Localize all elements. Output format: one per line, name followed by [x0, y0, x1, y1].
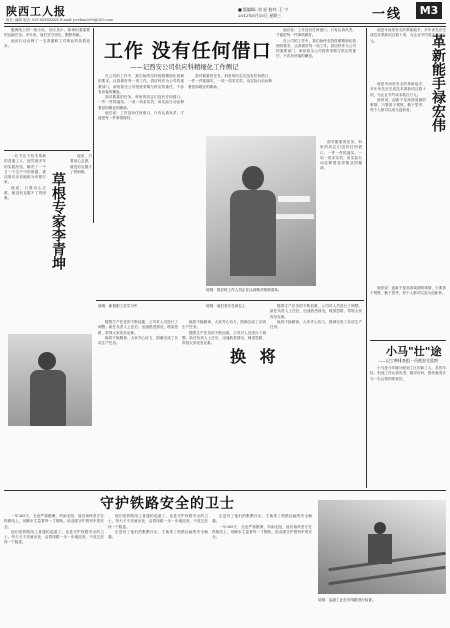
- paper-name: 陕西工人报: [6, 5, 66, 18]
- bottom-photo-caption: 说明：巡道工正在对线路进行检查。: [318, 598, 376, 602]
- left-mid-photo: [8, 334, 92, 426]
- left-top-rule: [4, 150, 90, 151]
- middle-title: 换 将: [230, 347, 280, 366]
- top-article-body-b: 面对繁重的任务，科里的同志们没有任何借口，一件一件抓落实，一项一项求实效，用实际行动诠释着爱岗敬业的精神。: [188, 74, 272, 89]
- bottom-body: 一年365天，无论严寒酷暑，风雨无阻，他们始终坚守在铁路线上，用脚步丈量着每一寸钢轨，用双眼守护着列车的安全。 他们是铁路线上普通的巡道工，也是守护铁路安全的卫士。每天天不亮就出发，沿着线路一步一步地检查，不放过任何一个隐患。: [4, 514, 104, 545]
- left-mid-body-b: 他说，只要用心去做，就没有克服不了的困难。: [70, 154, 92, 174]
- middle-body: 随着生产任务的不断加重，公司对人员进行了调整。新任负责人上任后，迅速熟悉情况，理清思路，带领大家攻坚克难。 换将不换精神，大家齐心协力，圆满完成了各项生产任务。: [98, 320, 178, 346]
- middle-top-rule: [96, 300, 364, 301]
- top-photo-caption: 说明：供应科工作人员正在认真核对物资清单。: [206, 288, 282, 292]
- column-topic: 一线: [372, 7, 403, 22]
- right-small-subtitle: ——记工种排查组一员被安全监察: [378, 358, 438, 363]
- bottom-top-rule: [4, 490, 446, 491]
- left-divider: [93, 28, 94, 223]
- masthead: [0, 0, 450, 24]
- middle-photo-caption-left: 说明：新招职工在学习中: [98, 304, 138, 308]
- bottom-body-b: 他们是铁路线上普通的巡道工，也是守护铁路安全的卫士。每天天不亮就出发，沿着线路一步一步地检查，不放过任何一个隐患。 正是有了他们的默默付出，才换来了铁路运输的安全畅通。: [108, 514, 208, 540]
- right-top-body: 他是车间里有名的革新能手，多年来先后完成技术革新项目数十项，为企业节约成本数百万元。: [370, 28, 446, 43]
- page-number: M3: [416, 2, 442, 19]
- right-small-body: 小马是今年刚分配到工区的新工人，虽然年轻，但他工作认真负责，勤学好问，很快就成长为一名合格的排查员。: [370, 366, 446, 381]
- bottom-body-c: 正是有了他们的默默付出，才换来了铁路运输的安全畅通。 一年365天，无论严寒酷暑，风雨无阻，他们始终坚守在铁路线上，用脚步丈量着每一寸钢轨，用双眼守护着列车的安全。: [212, 514, 312, 540]
- bottom-photo: [318, 500, 446, 594]
- bottom-title: 守护铁路安全的卫士: [100, 496, 235, 512]
- right-divider: [366, 28, 367, 488]
- top-article-body-d: 面对繁重的任务，科里的同志们没有任何借口，一件一件抓落实，一项一项求实效，用实际行动诠释着爱岗敬业的精神。: [320, 140, 362, 171]
- right-title: 革新能手禄宏伟: [430, 34, 446, 132]
- middle-photo-caption-mid: 说明：他们坚守在岗位上: [206, 304, 246, 308]
- top-article-photo: [206, 136, 316, 286]
- left-top-article: 陇海线上的一座小站，站区虽小，却承担着重要的运输任务。多年来，他们坚守岗位，默默奉献。 他用行动诠释了一名普通职工对事业的执着追求。: [4, 28, 90, 48]
- right-body-b: 他常说：创新不是高深莫测的事情，只要善于观察，勤于思考，每个人都可以成为创新者。: [370, 286, 446, 296]
- masthead-rule: [4, 23, 446, 24]
- right-small-rule: [370, 340, 446, 341]
- issue-date: 2012年8月15日 星期三: [238, 13, 282, 18]
- sub-line: 组长: 编辑 电话: 029-XXXXXXXX E-mail: jcrebao2008@163.com: [6, 18, 113, 22]
- middle-body-b: 换将不换精神，大家齐心协力，圆满完成了各项生产任务。 随着生产任务的不断加重，公司对人员进行了调整。新任负责人上任后，迅速熟悉情况，理清思路，带领大家攻坚克难。: [182, 320, 266, 346]
- right-small-title: 小马"壮"途: [386, 345, 442, 358]
- masthead-rule-thin: [4, 26, 446, 27]
- middle-body-c: 随着生产任务的不断加重，公司对人员进行了调整。新任负责人上任后，迅速熟悉情况，理清思路，带领大家攻坚克难。 换将不换精神，大家齐心协力，圆满完成了各项生产任务。: [270, 304, 362, 330]
- right-body: 他是车间里有名的革新能手，多年来先后完成技术革新项目数十项，为企业节约成本数百万元。 他常说：创新不是高深莫测的事情，只要善于观察，勤于思考，每个人都可以成为创新者。: [370, 82, 426, 113]
- top-article-subtitle: ——记西安公司供应科精细化工作侧记: [130, 63, 239, 71]
- editor-line: ■ 版编辑: 刘 星 校对: 王 宁: [238, 7, 289, 12]
- left-mid-body: 一位专注于技术革新的普通工人，他凭借多年的实践经验，解决了一个又一个生产中的难题，被同事们亲切地称为草根专家。 他说，只要用心去做，就没有克服不了的困难。: [4, 154, 46, 201]
- left-mid-title: 草根专家李青坤: [50, 172, 66, 270]
- top-article-body: 在公司的工作中，我们始终坚持按照精细化管理的要求，认真做好每一项工作。供应科作为公司的重要部门，承担着全公司物资采购与供应的重任，不容有丝毫的懈怠。 面对繁重的任务，科里的同志们没有任何借口，一件一件抓落实，一项一项求实效，用实际行动诠释着爱岗敬业的精神。 他们说：工作没有任何借口，只有认真负责，才能把每一件事情做好。: [98, 74, 184, 121]
- top-article-title: 工作 没有任何借口: [104, 40, 272, 62]
- top-article-body-c: 他们说：工作没有任何借口，只有认真负责，才能把每一件事情做好。 在公司的工作中，我们始终坚持按照精细化管理的要求，认真做好每一项工作。供应科作为公司的重要部门，承担着全公司物资采购与供应的重任，不容有丝毫的懈怠。: [276, 28, 356, 59]
